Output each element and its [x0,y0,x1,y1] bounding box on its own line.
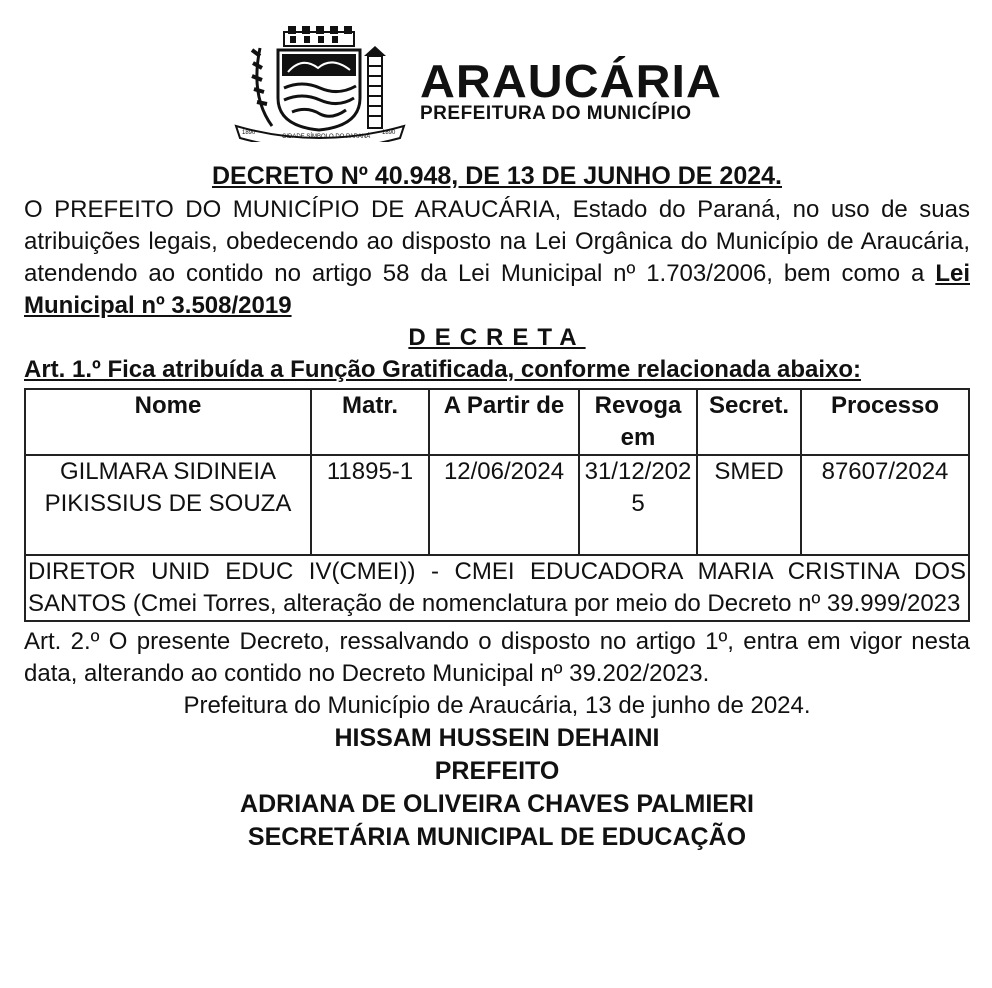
col-matricula: Matr. [311,389,429,455]
table-header-row [25,389,969,455]
svg-text:1890: 1890 [382,130,396,136]
appointment-table [24,388,970,622]
col-nome: Nome [25,389,311,455]
decree-title: DECRETO Nº 40.948, DE 13 DE JUNHO DE 2024. [211,162,782,190]
decreta-heading: DECRETA [408,324,586,351]
cell-matricula: 11895-1 [311,455,429,555]
col-revoga-em: Revoga em [579,389,697,455]
col-a-partir-de: A Partir de [429,389,579,455]
cell-nome: GILMARA SIDINEIA PIKISSIUS DE SOUZA [25,455,311,555]
cell-function-description: DIRETOR UNID EDUC IV(CMEI)) - CMEI EDUCADORA MARIA CRISTINA DOS SANTOS (Cmei Torres, alteração de nomenclatura por meio do Decreto nº 39.999/2023 [25,555,969,621]
decree-preamble [24,194,970,322]
table-description-row [25,555,969,621]
cell-secretaria: SMED [697,455,801,555]
article-2: Art. 2.º O presente Decreto, ressalvando o disposto no artigo 1º, entra em vigor nesta data, alterando ao contido no Decreto Municipal nº 39.202/2023. [24,628,970,687]
signatory-name: HISSAM HUSSEIN DEHAINI [334,724,660,752]
brand [420,55,722,124]
cell-processo: 87607/2024 [801,455,969,555]
signatures [24,722,970,854]
cell-revoga-em: 31/12/2025 [579,455,697,555]
preamble-law-reference: Lei Municipal nº 3.508/2019 [24,260,970,319]
svg-text:1890: 1890 [242,130,256,136]
col-processo: Processo [801,389,969,455]
col-secretaria: Secret. [697,389,801,455]
signatory-role: PREFEITO [434,757,560,785]
brand-subtitle: PREFEITURA DO MUNICÍPIO [420,103,692,124]
place-and-date: Prefeitura do Município de Araucária, 13 de junho de 2024. [183,692,811,719]
brand-title: ARAUCÁRIA [420,55,722,107]
signatory-name: ADRIANA DE OLIVEIRA CHAVES PALMIERI [240,790,754,818]
municipal-coat-of-arms-icon [232,26,408,142]
signatory-role: SECRETÁRIA MUNICIPAL DE EDUCAÇÃO [247,823,747,851]
table-row [25,455,969,555]
letterhead [232,26,772,144]
decree-body [24,158,970,854]
article-1: Art. 1.º Fica atribuída a Função Gratificada, conforme relacionada abaixo: [24,356,861,383]
preamble-text: O PREFEITO DO MUNICÍPIO DE ARAUCÁRIA, Estado do Paraná, no uso de suas atribuições legais, obedecendo ao disposto na Lei Orgânica do Município de Araucária, atendendo ao contido no artigo 58 da Lei Municipal nº 1.703/2006, bem como a [24,196,970,287]
svg-text:CIDADE SÍMBOLO DO PARANÁ: CIDADE SÍMBOLO DO PARANÁ [282,134,371,140]
cell-a-partir-de: 12/06/2024 [429,455,579,555]
